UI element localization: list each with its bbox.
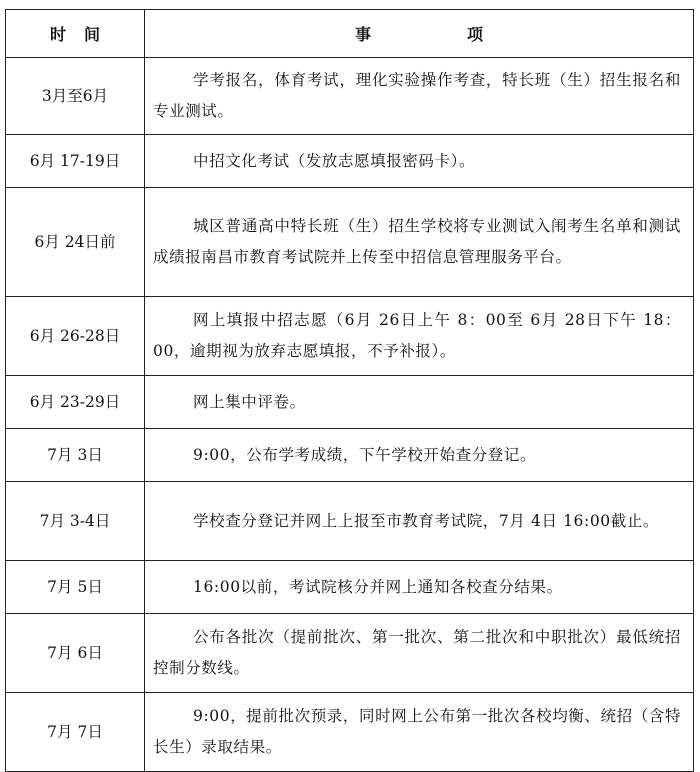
- table-row: [6, 561, 694, 614]
- table-row: [6, 693, 694, 772]
- row-time: 3月至6月: [6, 58, 145, 135]
- row-description: 9:00，公布学考成绩，下午学校开始查分登记。: [145, 429, 694, 482]
- row-time: 7月 7日: [6, 693, 145, 772]
- table-row: [6, 188, 694, 297]
- row-time: 7月 5日: [6, 561, 145, 614]
- row-description: 9:00，提前批次预录，同时网上公布第一批次各校均衡、统招（含特长生）录取结果。: [145, 693, 694, 772]
- table-header-row: [6, 10, 694, 58]
- row-description: 网上集中评卷。: [145, 376, 694, 429]
- row-time: 7月 3日: [6, 429, 145, 482]
- row-time: 6月 26-28日: [6, 297, 145, 376]
- header-item-label: 事项: [354, 25, 579, 44]
- row-description: 中招文化考试（发放志愿填报密码卡）。: [145, 135, 694, 188]
- row-description: 网上填报中招志愿（6月 26日上午 8：00至 6月 28日下午 18：00，逾期视为放弃志愿填报，不予补报）。: [145, 297, 694, 376]
- table-row: [6, 429, 694, 482]
- header-item: [145, 10, 694, 58]
- table-row: [6, 58, 694, 135]
- row-description: 城区普通高中特长班（生）招生学校将专业测试入闱考生名单和测试成绩报南昌市教育考试院并上传至中招信息管理服务平台。: [145, 188, 694, 297]
- row-description: 16:00以前，考试院核分并网上通知各校查分结果。: [145, 561, 694, 614]
- row-description: 公布各批次（提前批次、第一批次、第二批次和中职批次）最低统招控制分数线。: [145, 614, 694, 693]
- header-time: [6, 10, 145, 58]
- row-time: 6月 17-19日: [6, 135, 145, 188]
- row-time: 7月 3-4日: [6, 482, 145, 561]
- schedule-document: [5, 9, 693, 772]
- header-time-label: 时间: [49, 25, 118, 44]
- table-row: [6, 614, 694, 693]
- row-time: 6月 23-29日: [6, 376, 145, 429]
- table-row: [6, 376, 694, 429]
- row-description: 学考报名，体育考试，理化实验操作考查，特长班（生）招生报名和专业测试。: [145, 58, 694, 135]
- row-time: 7月 6日: [6, 614, 145, 693]
- row-time: 6月 24日前: [6, 188, 145, 297]
- table-row: [6, 482, 694, 561]
- table-row: [6, 135, 694, 188]
- schedule-table: [5, 9, 694, 772]
- table-row: [6, 297, 694, 376]
- row-description: 学校查分登记并网上上报至市教育考试院，7月 4日 16:00截止。: [145, 482, 694, 561]
